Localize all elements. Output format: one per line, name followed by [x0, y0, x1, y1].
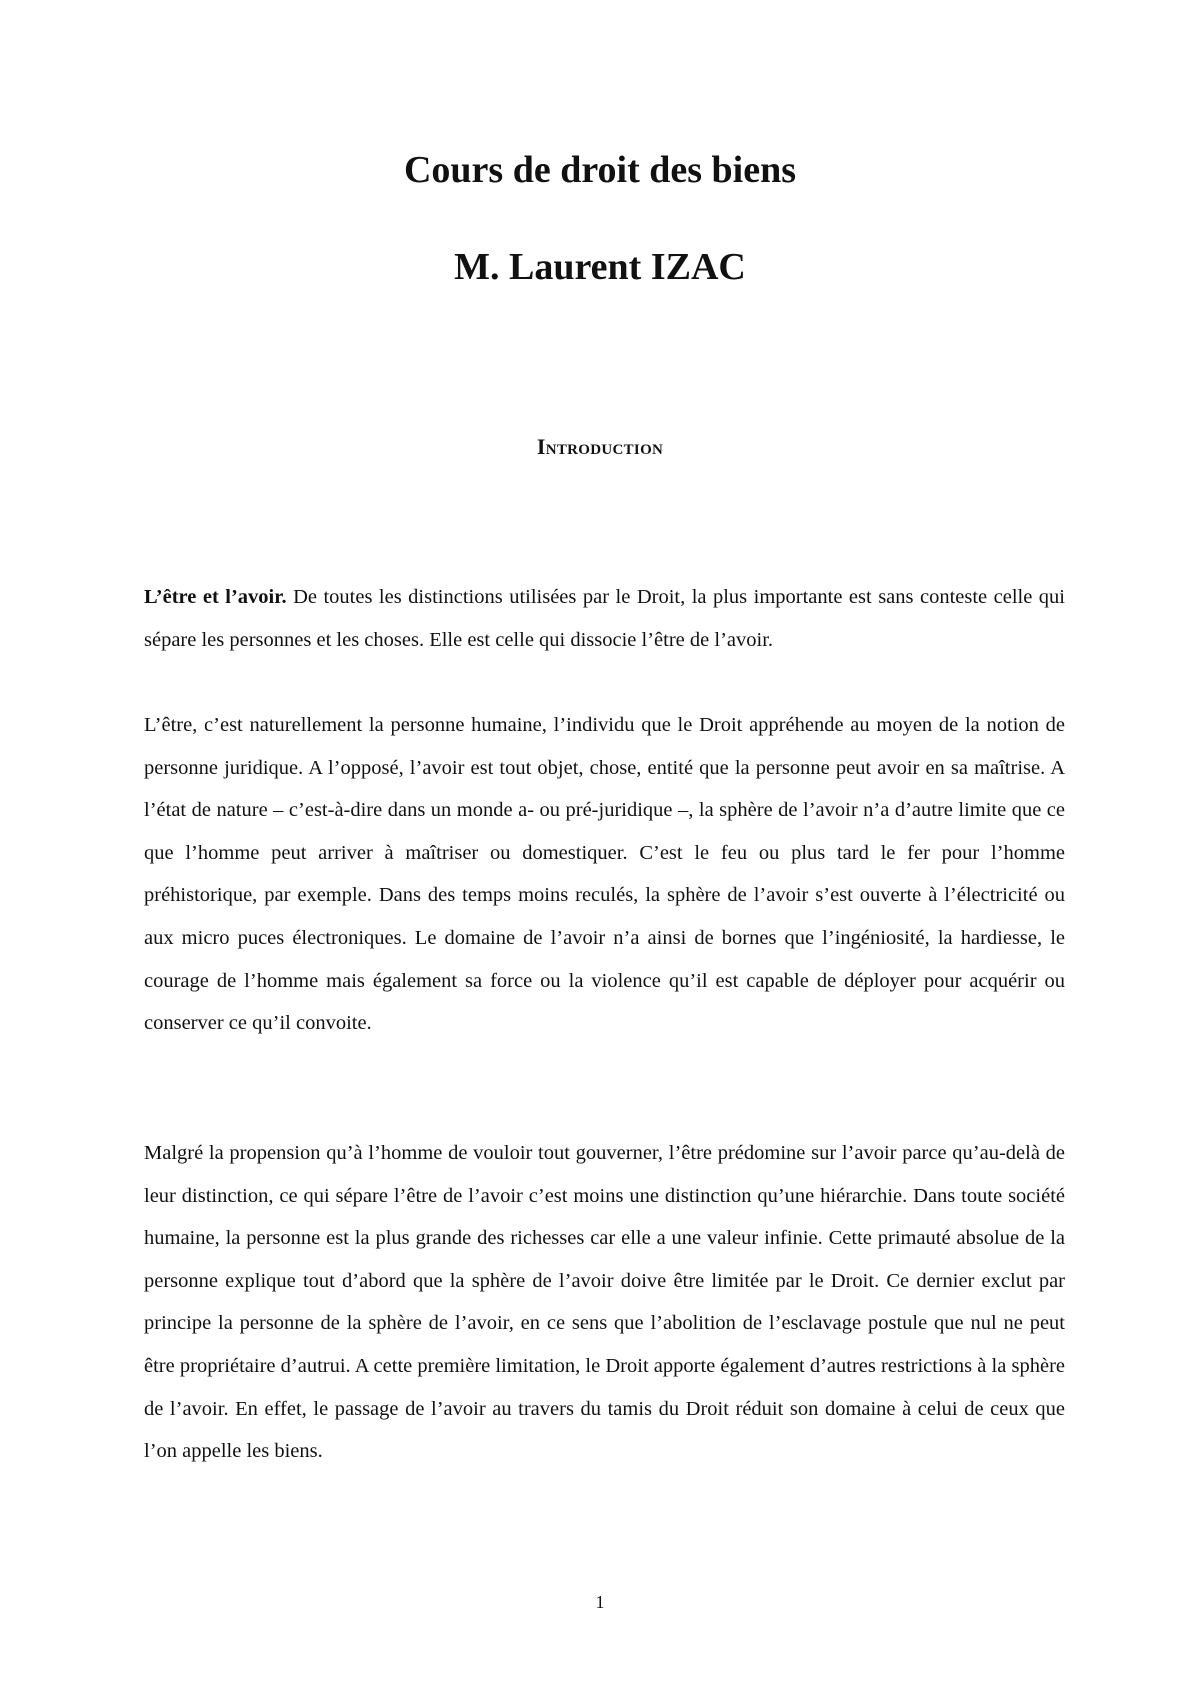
paragraph-text: Malgré la propension qu’à l’homme de vouloir tout gouverner, l’être prédomine sur l’avoir parce qu’au-delà de leur distinction, ce qui sépare l’être de l’avoir c’est moins une distinction qu’une hiérarchie. Dans toute société humaine, la personne est la plus grande des richesses car elle a une valeur infinie. Cette primauté absolue de la personne explique tout d’abord que la sphère de l’avoir doive être limitée par le Droit. Ce dernier exclut par principe la personne de la sphère de l’avoir, en ce sens que l’abolition de l’esclavage postule que nul ne peut être propriétaire d’autrui. A cette première limitation, le Droit apporte également d’autres restrictions à la sphère de l’avoir. En effet, le passage de l’avoir au travers du tamis du Droit réduit son domaine à celui de ceux que l’on appelle les biens. [144, 1142, 1065, 1463]
document-author: M. Laurent IZAC [454, 246, 746, 288]
document-title: Cours de droit des biens [403, 149, 797, 191]
paragraph-3 [144, 1132, 1065, 1473]
paragraph-2 [144, 704, 1065, 1045]
page-number: 1 [595, 1592, 605, 1612]
paragraph-lead: L’être et l’avoir. [144, 586, 287, 608]
paragraph-1 [144, 576, 1065, 661]
section-heading: Introduction [536, 434, 664, 459]
paragraph-text: De toutes les distinctions utilisées par le Droit, la plus importante est sans conteste celle qui sépare les personnes et les choses. Elle est celle qui dissocie l’être de l’avoir. [144, 586, 1065, 651]
paragraph-text: L’être, c’est naturellement la personne humaine, l’individu que le Droit appréhende au moyen de la notion de personne juridique. A l’opposé, l’avoir est tout objet, chose, entité que la personne peut avoir en sa maîtrise. A l’état de nature – c’est-à-dire dans un monde a- ou pré-juridique –, la sphère de l’avoir n’a d’autre limite que ce que l’homme peut arriver à maîtriser ou domestiquer. C’est le feu ou plus tard le fer pour l’homme préhistorique, par exemple. Dans des temps moins reculés, la sphère de l’avoir s’est ouverte à l’électricité ou aux micro puces électroniques. Le domaine de l’avoir n’a ainsi de bornes que l’ingéniosité, la hardiesse, le courage de l’homme mais également sa force ou la violence qu’il est capable de déployer pour acquérir ou conserver ce qu’il convoite. [144, 714, 1065, 1035]
